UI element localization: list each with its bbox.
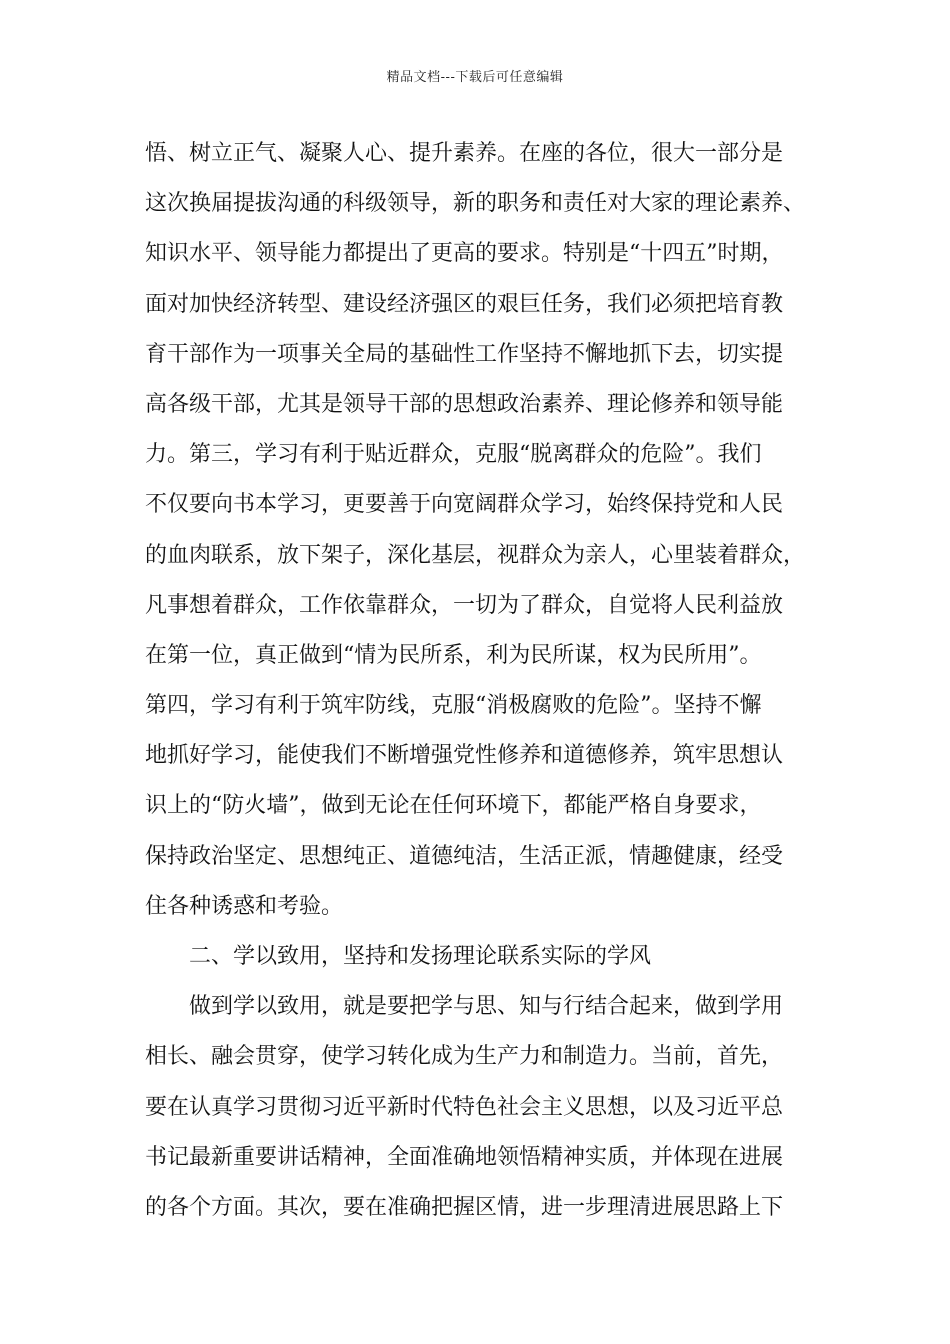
section-heading: 二、学以致用，坚持和发扬理论联系实际的学风 (189, 944, 652, 969)
text-line: 的各个方面。其次，要在准确把握区情，进一步理清进展思路上下 (145, 1194, 784, 1220)
text-line: 凡事想着群众，工作依靠群众，一切为了群众，自觉将人民利益放 (145, 592, 784, 618)
document-body (145, 129, 825, 1233)
text-line: 这次换届提拔沟通的科级领导，新的职务和责任对大家的理论素养、 (145, 191, 806, 217)
text-line: 第四，学习有利于筑牢防线，克服“消极腐败的危险”。坚持不懈 (145, 693, 762, 719)
text-line: 识上的“防火墙”，做到无论在任何环境下，都能严格自身要求， (145, 793, 762, 819)
text-line: 悟、树立正气、凝聚人心、提升素养。在座的各位，很大一部分是 (145, 141, 784, 166)
page-header: 精品文档---下载后可任意编辑 (386, 70, 564, 85)
text-line: 高各级干部，尤其是领导干部的思想政治素养、理论修养和领导能 (145, 391, 784, 417)
text-line: 做到学以致用，就是要把学与思、知与行结合起来，做到学用 (189, 994, 784, 1020)
text-line: 保持政治坚定、思想纯正、道德纯洁，生活正派，情趣健康，经受 (145, 843, 784, 869)
text-line: 育干部作为一项事关全局的基础性工作坚持不懈地抓下去，切实提 (145, 341, 784, 367)
text-line: 面对加快经济转型、建设经济强区的艰巨任务，我们必须把培育教 (145, 291, 784, 317)
text-line: 书记最新重要讲话精神，全面准确地领悟精神实质，并体现在进展 (145, 1144, 784, 1170)
text-line: 的血肉联系，放下架子，深化基层，视群众为亲人，心里装着群众， (145, 542, 806, 568)
text-line: 不仅要向书本学习，更要善于向宽阔群众学习，始终保持党和人民 (145, 492, 784, 518)
text-line: 在第一位，真正做到“情为民所系，利为民所谋，权为民所用”。 (145, 642, 762, 668)
text-line: 力。第三，学习有利于贴近群众，克服“脱离群众的危险”。我们 (145, 442, 762, 468)
text-line: 要在认真学习贯彻习近平新时代特色社会主义思想，以及习近平总 (145, 1094, 784, 1120)
text-line: 相长、融会贯穿，使学习转化成为生产力和制造力。当前，首先， (145, 1044, 784, 1070)
text-line: 住各种诱惑和考验。 (145, 893, 344, 919)
text-line: 知识水平、领导能力都提出了更高的要求。特别是“十四五”时期， (145, 241, 784, 267)
text-line: 地抓好学习，能使我们不断增强党性修养和道德修养，筑牢思想认 (145, 743, 784, 769)
